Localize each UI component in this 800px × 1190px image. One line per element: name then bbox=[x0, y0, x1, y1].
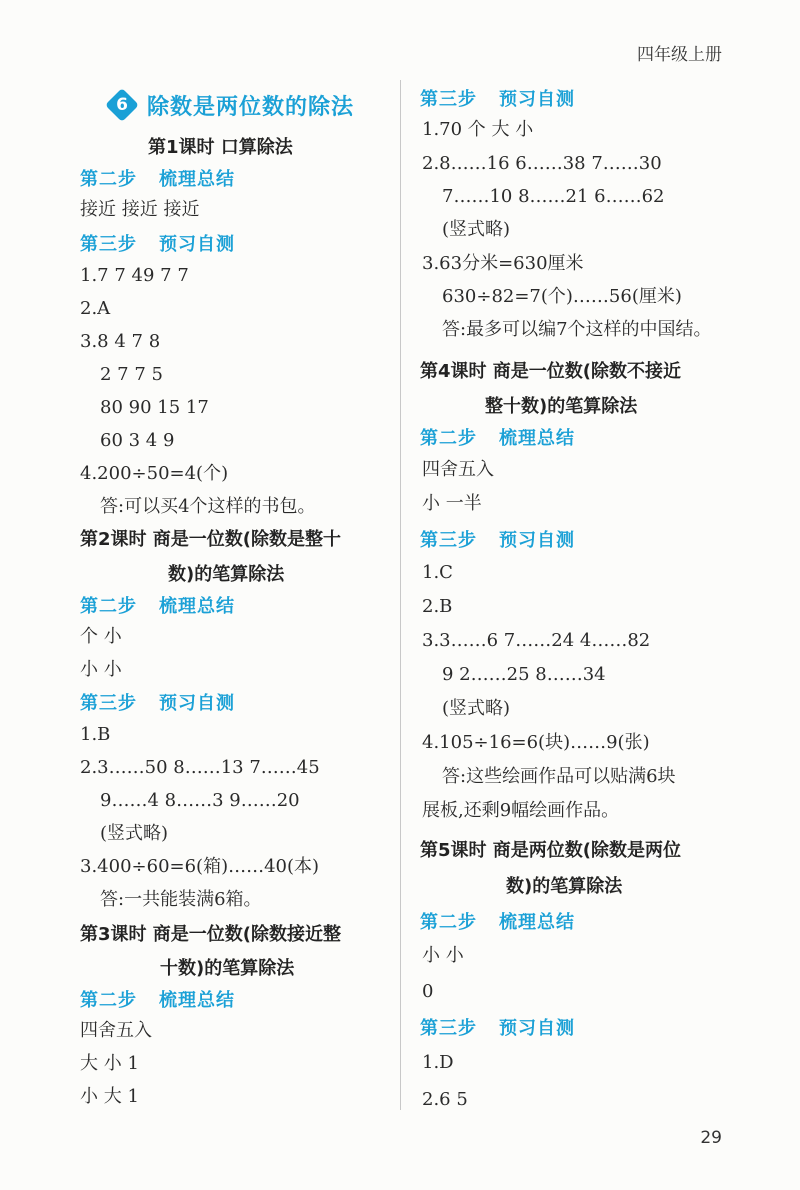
answer-line: 3.8 4 7 8 bbox=[80, 331, 161, 352]
answer-line: 小 大 1 bbox=[80, 1086, 139, 1107]
lesson-5-title-line1: 第5课时 商是两位数(除数是两位 bbox=[420, 840, 682, 861]
step3-name: 预习自测 bbox=[499, 530, 575, 551]
answer-line: 答:这些绘画作品可以贴满6块 bbox=[442, 766, 676, 787]
answer-line: 3.3……6 7……24 4……82 bbox=[422, 630, 651, 651]
step2-label: 第二步 bbox=[420, 912, 477, 933]
answer-line: 3.400÷60=6(箱)……40(本) bbox=[80, 856, 320, 877]
step2-heading bbox=[80, 592, 235, 618]
answer-line: 0 bbox=[422, 981, 434, 1002]
step3-name: 预习自测 bbox=[159, 234, 235, 255]
lesson-4-title-line1: 第4课时 商是一位数(除数不接近 bbox=[420, 361, 682, 382]
answer-line: 630÷82=7(个)……56(厘米) bbox=[442, 286, 682, 307]
answer-line: 个 小 bbox=[80, 626, 122, 647]
answer-line: 60 3 4 9 bbox=[100, 430, 175, 451]
step3-heading bbox=[80, 230, 235, 256]
lesson-5-title-line2: 数)的笔算除法 bbox=[506, 876, 623, 897]
step3-label: 第三步 bbox=[80, 693, 137, 714]
answer-line: 四舍五入 bbox=[80, 1020, 152, 1041]
step3-label: 第三步 bbox=[80, 234, 137, 255]
answer-line: 9 2……25 8……34 bbox=[442, 664, 606, 685]
answer-line: 3.63分米=630厘米 bbox=[422, 253, 584, 274]
lesson-4-title-line2: 整十数)的笔算除法 bbox=[485, 396, 638, 417]
unit-number-badge bbox=[105, 88, 139, 122]
unit-title: 除数是两位数的除法 bbox=[147, 94, 355, 120]
step2-name: 梳理总结 bbox=[159, 169, 235, 190]
lesson-1-title: 第1课时 口算除法 bbox=[148, 137, 293, 158]
step2-heading bbox=[80, 986, 235, 1012]
answer-line: 4.200÷50=4(个) bbox=[80, 463, 229, 484]
answer-line: 2.6 5 bbox=[422, 1089, 468, 1110]
answer-line: 四舍五入 bbox=[422, 459, 494, 480]
step3-heading bbox=[420, 526, 575, 552]
answer-line: (竖式略) bbox=[442, 698, 511, 719]
answer-line: 小 一半 bbox=[422, 493, 482, 514]
step2-label: 第二步 bbox=[80, 596, 137, 617]
step3-name: 预习自测 bbox=[159, 693, 235, 714]
step3-heading bbox=[80, 689, 235, 715]
step2-label: 第二步 bbox=[80, 169, 137, 190]
step2-name: 梳理总结 bbox=[159, 596, 235, 617]
step2-label: 第二步 bbox=[80, 990, 137, 1011]
step3-label: 第三步 bbox=[420, 89, 477, 110]
step2-heading bbox=[80, 165, 235, 191]
answer-line: 答:可以买4个这样的书包。 bbox=[100, 496, 316, 517]
answer-line: 小 小 bbox=[80, 659, 122, 680]
answer-line: 答:一共能装满6箱。 bbox=[100, 889, 262, 910]
answer-line: 展板,还剩9幅绘画作品。 bbox=[422, 800, 620, 821]
answer-line: 7……10 8……21 6……62 bbox=[442, 186, 665, 207]
answer-line: 1.B bbox=[80, 724, 111, 745]
answer-line: 1.C bbox=[422, 562, 453, 583]
step2-heading bbox=[420, 908, 575, 934]
answer-line: 2.A bbox=[80, 298, 111, 319]
unit-number: 6 bbox=[116, 95, 128, 115]
answer-line: 9……4 8……3 9……20 bbox=[100, 790, 300, 811]
page-number: 29 bbox=[700, 1128, 722, 1148]
answer-line: 1.D bbox=[422, 1052, 454, 1073]
answer-line: 4.105÷16=6(块)……9(张) bbox=[422, 732, 650, 753]
step3-label: 第三步 bbox=[420, 530, 477, 551]
answer-line: (竖式略) bbox=[442, 219, 511, 240]
step3-name: 预习自测 bbox=[499, 89, 575, 110]
step2-name: 梳理总结 bbox=[159, 990, 235, 1011]
answer-line: 2.8……16 6……38 7……30 bbox=[422, 153, 662, 174]
unit-heading bbox=[105, 88, 354, 122]
answer-line: 2.B bbox=[422, 596, 453, 617]
answer-line: 2.3……50 8……13 7……45 bbox=[80, 757, 320, 778]
answer-line: 80 90 15 17 bbox=[100, 397, 209, 418]
lesson-2-title-line1: 第2课时 商是一位数(除数是整十 bbox=[80, 529, 342, 550]
step2-heading bbox=[420, 424, 575, 450]
lesson-3-title-line2: 十数)的笔算除法 bbox=[160, 958, 295, 979]
answer-line: 答:最多可以编7个这样的中国结。 bbox=[442, 319, 712, 340]
answer-line: (竖式略) bbox=[100, 823, 169, 844]
answer-line: 1.70 个 大 小 bbox=[422, 119, 534, 140]
step3-heading bbox=[420, 85, 575, 111]
step3-name: 预习自测 bbox=[499, 1018, 575, 1039]
answer-line: 小 小 bbox=[422, 945, 464, 966]
step3-heading bbox=[420, 1014, 575, 1040]
answer-line: 1.7 7 49 7 7 bbox=[80, 265, 189, 286]
answer-line: 接近 接近 接近 bbox=[80, 199, 200, 220]
step2-label: 第二步 bbox=[420, 428, 477, 449]
grade-label: 四年级上册 bbox=[637, 45, 722, 65]
column-divider bbox=[400, 80, 401, 1110]
answer-line: 2 7 7 5 bbox=[100, 364, 163, 385]
lesson-2-title-line2: 数)的笔算除法 bbox=[168, 564, 285, 585]
answer-line: 大 小 1 bbox=[80, 1053, 139, 1074]
step3-label: 第三步 bbox=[420, 1018, 477, 1039]
step2-name: 梳理总结 bbox=[499, 912, 575, 933]
step2-name: 梳理总结 bbox=[499, 428, 575, 449]
lesson-3-title-line1: 第3课时 商是一位数(除数接近整 bbox=[80, 924, 342, 945]
